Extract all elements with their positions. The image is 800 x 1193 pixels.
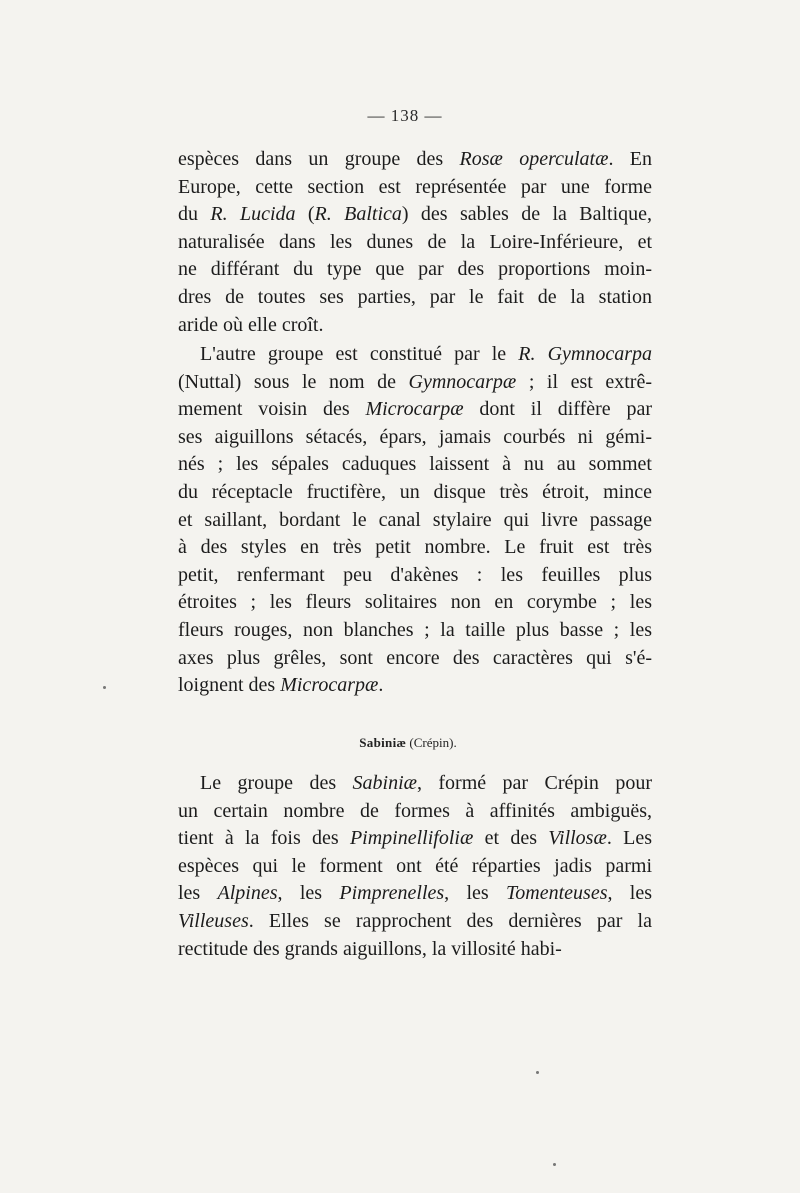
text-line: loignent des Microcarpæ. (178, 674, 384, 697)
italic-term: Tomenteuses (506, 882, 608, 905)
text-line: dres de toutes ses parties, par le fait de la station (178, 285, 652, 308)
text-line: ses aiguillons sétacés, épars, jamais courbés ni gémi- (178, 425, 652, 448)
section-title: Sabiniæ (359, 735, 407, 750)
text-line: Villeuses. Elles se rapprochent des dernières par la (178, 909, 652, 932)
italic-term: Microcarpæ (280, 674, 379, 697)
page-number: — 138 — (367, 106, 443, 125)
paper-speck (536, 1071, 539, 1074)
italic-term: R. Baltica (314, 203, 402, 226)
italic-term: Rosæ operculatæ (459, 148, 609, 170)
text-line: les Alpines, les Pimprenelles, les Tomenteuses, les (178, 882, 653, 905)
section-author: (Crépin). (409, 735, 457, 750)
italic-term: Alpines (217, 882, 278, 905)
italic-term: Microcarpæ (365, 398, 464, 421)
text-line: L'autre groupe est constitué par le R. Gymnocarpa (200, 343, 652, 365)
text-line: espèces qui le forment ont été réparties jadis parmi (178, 854, 652, 877)
text-line: Europe, cette section est représentée par une forme (178, 175, 652, 198)
text-line: petit, renfermant peu d'akènes : les feuilles plus (178, 563, 652, 586)
paragraph-rosae-operculatae (178, 146, 652, 339)
text-line: fleurs rouges, non blanches ; la taille plus basse ; les (178, 618, 652, 641)
text-line: du R. Lucida (R. Baltica) des sables de la Baltique, (178, 203, 653, 226)
italic-term: R. Gymnocarpa (518, 343, 652, 365)
italic-term: Villosæ (548, 827, 607, 850)
paragraph-gymnocarpae (178, 341, 652, 700)
text-line: étroites ; les fleurs solitaires non en corymbe ; les (178, 591, 652, 614)
paper-speck (553, 1163, 556, 1166)
text-line: nés ; les sépales caduques laissent à nu au sommet (178, 453, 652, 476)
text-line: Le groupe des Sabiniæ, formé par Crépin pour (200, 772, 653, 794)
italic-term: Gymnocarpæ (408, 370, 517, 393)
italic-term: Villeuses (178, 909, 249, 932)
italic-term: Pimprenelles (339, 882, 445, 905)
text-line: axes plus grêles, sont encore des caractères qui s'é- (178, 646, 652, 669)
text-line: naturalisée dans les dunes de la Loire-Inférieure, et (178, 230, 652, 253)
text-line: rectitude des grands aiguillons, la villosité habi- (178, 937, 562, 960)
text-line: un certain nombre de formes à affinités ambiguës, (178, 799, 652, 822)
text-line: à des styles en très petit nombre. Le fruit est très (178, 536, 652, 559)
text-line: aride où elle croît. (178, 313, 324, 336)
text-line: et saillant, bordant le canal stylaire qui livre passage (178, 508, 652, 531)
italic-term: R. Lucida (210, 203, 296, 226)
text-line: (Nuttal) sous le nom de Gymnocarpæ ; il est extrê- (178, 370, 652, 393)
italic-term: Pimpinellifoliæ (349, 827, 474, 850)
text-line: mement voisin des Microcarpæ dont il diffère par (178, 398, 653, 421)
text-line: du réceptacle fructifère, un disque très étroit, mince (178, 480, 652, 503)
text-line: espèces dans un groupe des Rosæ operculatæ. En (178, 148, 653, 170)
paragraph-sabiniae (178, 770, 652, 963)
section-heading-sabiniae (0, 735, 800, 751)
paper-speck (103, 686, 106, 689)
text-line: tient à la fois des Pimpinellifoliæ et des Villosæ. Les (178, 827, 652, 850)
italic-term: Sabiniæ (352, 772, 417, 794)
text-line: ne différant du type que par des proportions moin- (178, 258, 652, 281)
